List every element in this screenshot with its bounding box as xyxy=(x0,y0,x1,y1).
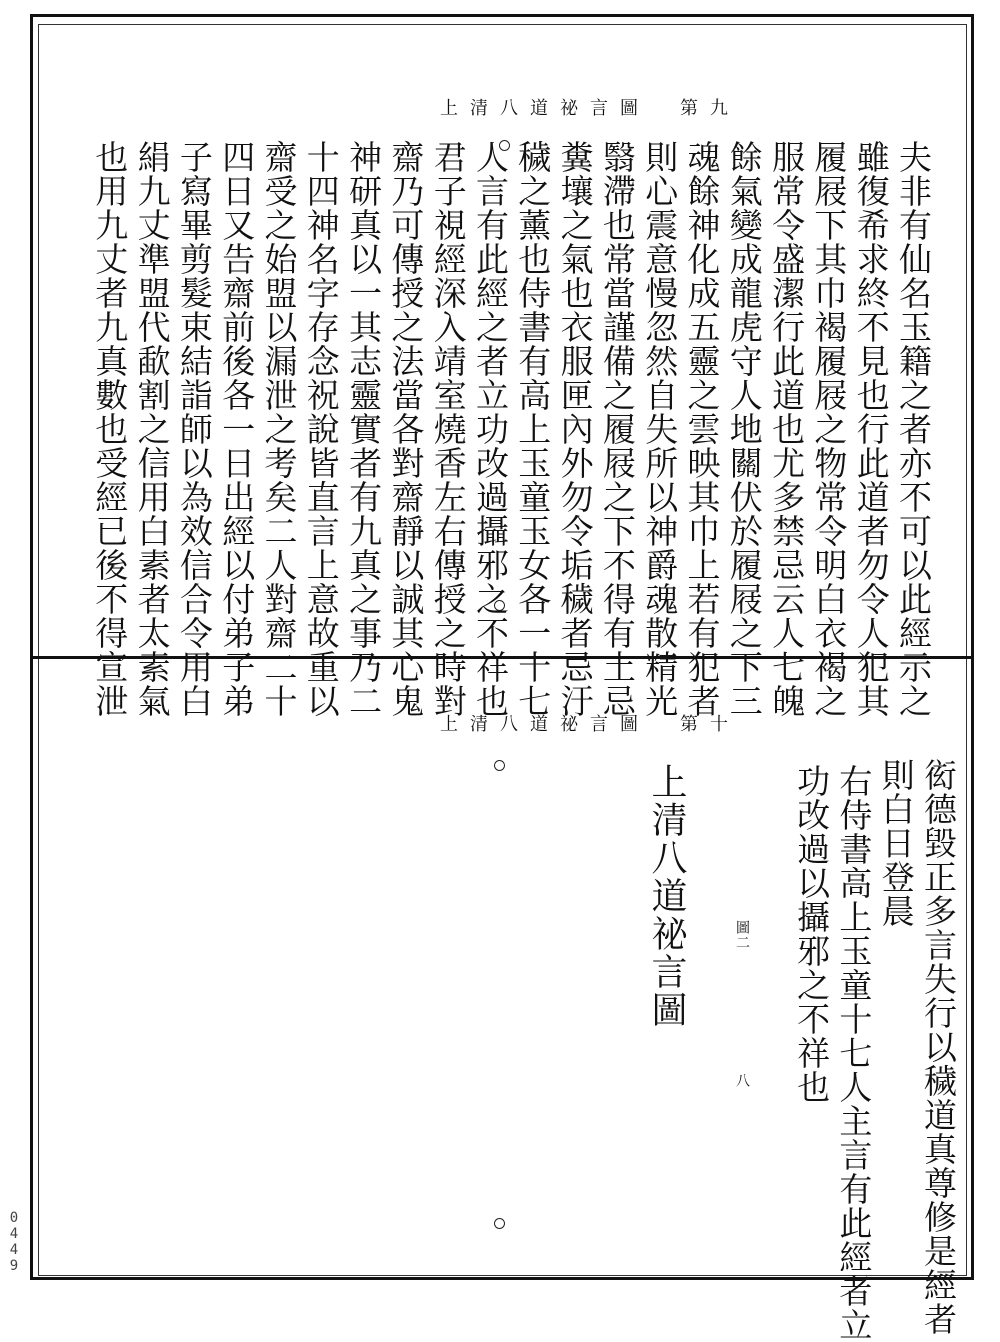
text-column: 餘氣變成龍虎守人地關伏於履屐之下三 xyxy=(724,140,764,718)
text-column: 翳滯也常當謹備之履屐之下不得有土忌 xyxy=(597,140,637,718)
text-column: 履屐下其巾褐履屐之物常令明白衣褐之 xyxy=(809,140,849,718)
text-column: 魂餘神化成五靈之雲映其巾上若有犯者 xyxy=(682,140,722,718)
folio-mark: 八 xyxy=(734,1073,750,1088)
text-column: 齋乃可傳授之法當各對齋靜以誠其心鬼 xyxy=(386,140,426,718)
text-column: 夫非有仙名玉籍之者亦不可以此經示之 xyxy=(894,140,933,718)
figure-mark: 圖二 xyxy=(734,920,750,950)
scripture-title: 上清八道祕言圖 xyxy=(646,763,687,1029)
text-column: 則心震意慢忽然自失所以神爵魂散精光 xyxy=(640,140,680,718)
text-column: 糞壤之氣也衣服匣內外勿令垢穢者忌汙 xyxy=(555,140,595,718)
upper-header: 上清八道祕言圖 第九 xyxy=(440,98,740,119)
text-column: 子寫畢剪髮束結詣師以為效信合令用白 xyxy=(174,140,214,718)
text-column: 雖復希求終不見也行此道者勿令人犯其 xyxy=(851,140,891,718)
text-column: 功改過以攝邪之不祥也 xyxy=(792,764,832,1104)
lower-header: 上清八道祕言圖 第十 xyxy=(440,714,740,735)
text-column: 四日又告齋前後各一日出經以付弟子弟 xyxy=(217,140,257,718)
text-column: 穢之薰也侍書有高上玉童玉女各一十七 xyxy=(513,140,553,718)
text-column: 衒德毀正多言失行以穢道真尊修是經者 xyxy=(919,758,958,1336)
page-side-number: 0449 xyxy=(6,1210,22,1274)
text-column: 絹九丈準盟代歃割之信用白素者太素氣 xyxy=(132,140,172,718)
text-column: 則白日登晨 xyxy=(876,758,916,928)
text-column: 人言有此經之者立功改過攝邪之不祥也 xyxy=(471,140,510,718)
text-column: 十四神名字存念祝說皆直言上意故重以 xyxy=(301,140,341,718)
text-column: 齋受之始盟以漏泄之考矣二人對齋二十 xyxy=(259,140,299,718)
text-column: 也用九丈者九真數也受經已後不得宣泄 xyxy=(90,140,130,718)
text-column: 右侍書高上玉童十七人主言有此經者立 xyxy=(834,764,874,1342)
binding-hole-icon xyxy=(494,760,505,771)
text-column: 君子視經深入靖室燒香左右傳授之時對 xyxy=(428,140,468,718)
binding-hole-icon xyxy=(494,1218,505,1229)
text-column: 服常令盛潔行此道也尤多禁忌云人七魄 xyxy=(767,140,807,718)
text-column: 神研真以一其志靈實者有九真之事乃二 xyxy=(344,140,384,718)
